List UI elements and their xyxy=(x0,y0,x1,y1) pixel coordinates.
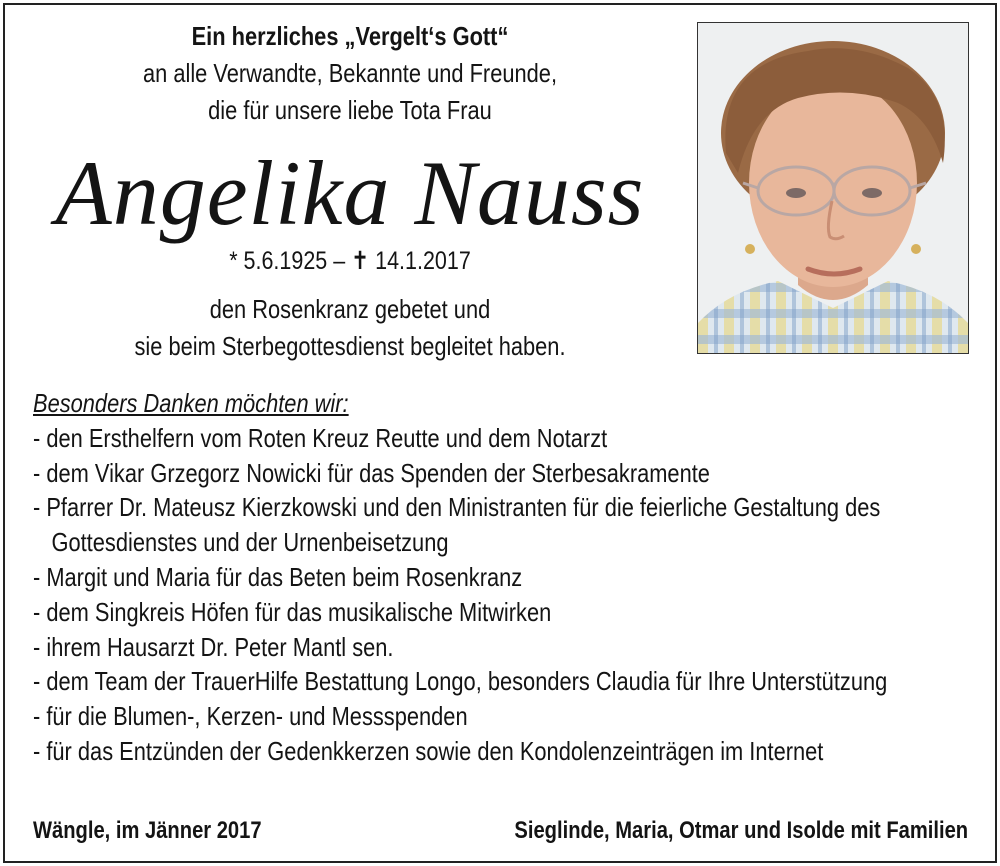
thanks-item: - für das Entzünden der Gedenkkerzen sowie den Kondolenzeinträgen im Internet xyxy=(33,735,824,766)
deceased-name: Angelika Nauss xyxy=(55,142,645,244)
thanks-section xyxy=(33,386,940,769)
family-signature: Sieglinde, Maria, Otmar und Isolde mit Familien xyxy=(514,817,968,844)
thanks-item-continuation: Gottesdienstes und der Urnenbeisetzung xyxy=(51,527,449,558)
life-dates xyxy=(66,244,634,278)
notice-header xyxy=(73,18,627,129)
portrait-photo xyxy=(697,22,969,354)
notice-middle-text xyxy=(73,291,627,365)
thanks-item: - dem Team der TrauerHilfe Bestattung Longo, besonders Claudia für Ihre Unterstützung xyxy=(33,666,888,697)
thanks-item: - Margit und Maria für das Beten beim Rosenkranz xyxy=(33,561,523,592)
thanks-item: - für die Blumen-, Kerzen- und Messspenden xyxy=(33,701,468,732)
middle-line-2: sie beim Sterbegottesdienst begleitet haben. xyxy=(134,331,566,361)
header-line-1: Ein herzliches „Vergelt‘s Gott“ xyxy=(191,21,509,51)
header-line-2: an alle Verwandte, Bekannte und Freunde, xyxy=(142,58,558,88)
thanks-item: - ihrem Hausarzt Dr. Peter Mantl sen. xyxy=(33,631,394,662)
thanks-item: - Pfarrer Dr. Mateusz Kierzkowski und den Ministranten für die feierliche Gestaltung des xyxy=(33,492,881,523)
portrait-photo-icon xyxy=(698,23,968,353)
death-date: 14.1.2017 xyxy=(375,247,471,275)
thanks-item: - den Ersthelfern vom Roten Kreuz Reutte und dem Notarzt xyxy=(33,422,608,453)
header-line-3: die für unsere liebe Tota Frau xyxy=(208,95,492,125)
thanks-heading: Besonders Danken möchten wir: xyxy=(33,388,349,418)
birth-date: * 5.6.1925 – xyxy=(229,247,346,275)
place-date: Wängle, im Jänner 2017 xyxy=(33,817,262,844)
middle-line-1: den Rosenkranz gebetet und xyxy=(209,294,491,324)
thanks-item: - dem Vikar Grzegorz Nowicki für das Spenden der Sterbesakramente xyxy=(33,457,710,488)
cross-icon: ✝ xyxy=(351,247,370,275)
thanks-item: - dem Singkreis Höfen für das musikalische Mitwirken xyxy=(33,596,552,627)
